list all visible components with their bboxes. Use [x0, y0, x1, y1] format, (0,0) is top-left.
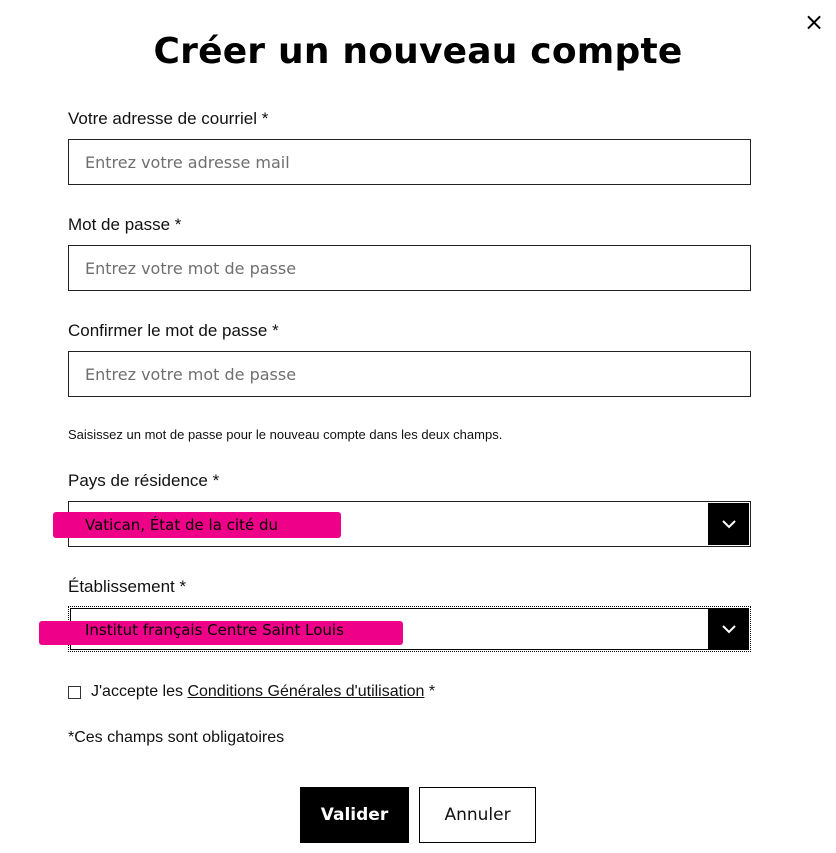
required-fields-note: *Ces champs sont obligatoires [68, 729, 285, 746]
close-icon[interactable]: × [804, 8, 825, 36]
email-label: Votre adresse de courriel * [68, 109, 269, 128]
password-label: Mot de passe * [68, 215, 182, 234]
password-field-box [68, 245, 751, 291]
cancel-button[interactable]: Annuler [419, 787, 536, 843]
country-select[interactable] [68, 501, 751, 547]
password-hint: Saisissez un mot de passe pour le nouveau compte dans les deux champs. [68, 427, 503, 442]
chevron-down-icon[interactable] [708, 608, 749, 650]
terms-prefix: J'accepte les [91, 683, 183, 700]
terms-text [91, 683, 435, 701]
page-title: Créer un nouveau compte [153, 31, 683, 72]
country-label: Pays de résidence * [68, 471, 220, 490]
confirm-password-label: Confirmer le mot de passe * [68, 321, 279, 340]
email-input[interactable] [69, 140, 750, 184]
terms-required-marker: * [428, 683, 436, 700]
confirm-password-input[interactable] [69, 352, 750, 396]
terms-checkbox[interactable] [68, 686, 81, 699]
chevron-down-icon[interactable] [708, 503, 749, 545]
institution-selected-value: Institut français Centre Saint Louis [85, 621, 344, 639]
terms-row [68, 682, 435, 702]
password-input[interactable] [69, 246, 750, 290]
institution-select[interactable] [68, 606, 751, 652]
confirm-password-field-box [68, 351, 751, 397]
institution-label: Établissement * [68, 577, 187, 596]
email-field-box [68, 139, 751, 185]
submit-button[interactable]: Valider [300, 787, 409, 843]
terms-link[interactable]: Conditions Générales d'utilisation [187, 683, 425, 700]
country-selected-value: Vatican, État de la cité du [85, 516, 278, 534]
